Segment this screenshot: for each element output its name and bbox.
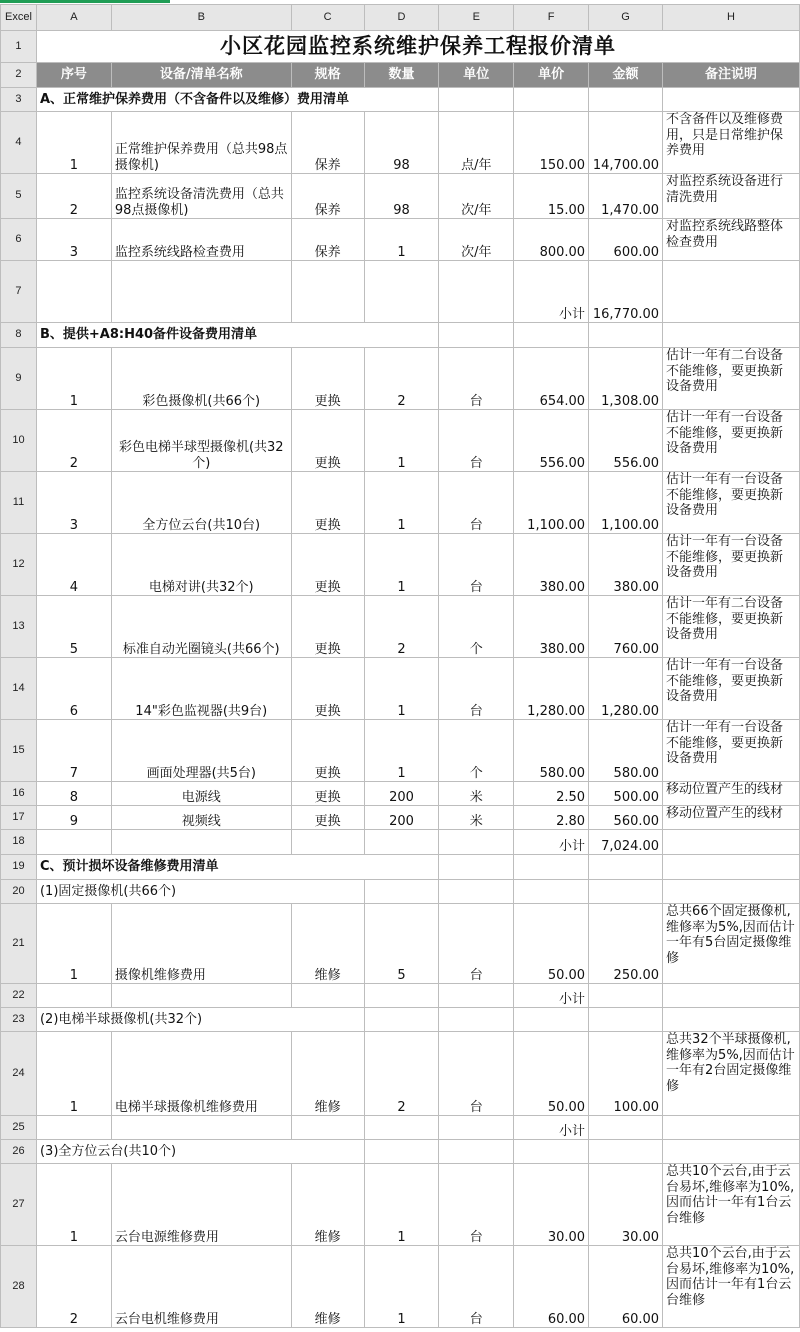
- cell-unit[interactable]: 个: [439, 596, 514, 658]
- col-header-b[interactable]: B: [111, 5, 291, 31]
- cell[interactable]: [514, 880, 589, 904]
- cell-name[interactable]: 监控系统线路检查费用: [111, 219, 291, 261]
- subtotal-value[interactable]: 16,770.00: [589, 261, 663, 323]
- cell-no[interactable]: 1: [36, 904, 111, 984]
- header-unit[interactable]: 单位: [439, 63, 514, 88]
- cell-name[interactable]: 全方位云台(共10台): [111, 472, 291, 534]
- cell-name[interactable]: 云台电机维修费用: [111, 1246, 291, 1328]
- cell[interactable]: [589, 1008, 663, 1032]
- cell-price[interactable]: 556.00: [514, 410, 589, 472]
- subtotal-label[interactable]: 小计: [514, 830, 589, 855]
- cell[interactable]: [111, 1116, 291, 1140]
- cell-no[interactable]: 1: [36, 1164, 111, 1246]
- cell[interactable]: [663, 261, 800, 323]
- cell-qty[interactable]: 1: [364, 658, 439, 720]
- cell-unit[interactable]: 台: [439, 1246, 514, 1328]
- cell[interactable]: [36, 830, 111, 855]
- cell-unit[interactable]: 台: [439, 472, 514, 534]
- cell[interactable]: [291, 261, 364, 323]
- row-number[interactable]: 5: [1, 174, 37, 219]
- section-row: [1, 855, 800, 880]
- cell-note[interactable]: 对监控系统设备进行清洗费用: [663, 174, 800, 219]
- section-row: [1, 323, 800, 348]
- cell[interactable]: [663, 984, 800, 1008]
- cell-amount[interactable]: 600.00: [589, 219, 663, 261]
- cell-no[interactable]: 5: [36, 596, 111, 658]
- corner-cell[interactable]: Excel: [1, 5, 37, 31]
- header-spec[interactable]: 规格: [291, 63, 364, 88]
- row-number[interactable]: 21: [1, 904, 37, 984]
- cell-spec[interactable]: 保养: [291, 219, 364, 261]
- cell-price[interactable]: 2.50: [514, 782, 589, 806]
- cell[interactable]: [514, 1008, 589, 1032]
- cell-qty[interactable]: 1: [364, 472, 439, 534]
- cell-amount[interactable]: 1,100.00: [589, 472, 663, 534]
- cell-name[interactable]: 14"彩色监视器(共9台): [111, 658, 291, 720]
- cell-amount[interactable]: 380.00: [589, 534, 663, 596]
- cell-unit[interactable]: 台: [439, 348, 514, 410]
- header-amount[interactable]: 金额: [589, 63, 663, 88]
- table-row: [1, 1032, 800, 1116]
- cell-spec[interactable]: 保养: [291, 174, 364, 219]
- row-number[interactable]: 25: [1, 1116, 37, 1140]
- cell-spec[interactable]: 更换: [291, 534, 364, 596]
- cell[interactable]: [364, 261, 439, 323]
- cell[interactable]: [364, 984, 439, 1008]
- cell-spec[interactable]: 更换: [291, 806, 364, 830]
- cell-note[interactable]: 对监控系统线路整体检查费用: [663, 219, 800, 261]
- cell-amount[interactable]: 760.00: [589, 596, 663, 658]
- cell-name[interactable]: 彩色摄像机(共66个): [111, 348, 291, 410]
- cell-amount[interactable]: 580.00: [589, 720, 663, 782]
- cell-no[interactable]: 3: [36, 219, 111, 261]
- cell[interactable]: [439, 830, 514, 855]
- section-row: [1, 88, 800, 112]
- cell-name[interactable]: 电梯对讲(共32个): [111, 534, 291, 596]
- cell-amount[interactable]: 100.00: [589, 1032, 663, 1116]
- cell-qty[interactable]: 1: [364, 219, 439, 261]
- cell-amount[interactable]: 250.00: [589, 904, 663, 984]
- row-number[interactable]: 1: [1, 31, 37, 63]
- cell-price[interactable]: 580.00: [514, 720, 589, 782]
- row-number[interactable]: 16: [1, 782, 37, 806]
- row-number[interactable]: 26: [1, 1140, 37, 1164]
- cell-price[interactable]: 800.00: [514, 219, 589, 261]
- sheet-title[interactable]: 小区花园监控系统维护保养工程报价清单: [36, 31, 799, 63]
- cell[interactable]: [589, 880, 663, 904]
- col-header-f[interactable]: F: [514, 5, 589, 31]
- cell-spec[interactable]: 维修: [291, 1032, 364, 1116]
- cell[interactable]: [589, 984, 663, 1008]
- cell-spec[interactable]: 保养: [291, 112, 364, 174]
- cell-spec[interactable]: 更换: [291, 782, 364, 806]
- section-b-title[interactable]: B、提供+A8:H40备件设备费用清单: [36, 323, 438, 348]
- subsection-row: [1, 880, 800, 904]
- cell-unit[interactable]: 台: [439, 534, 514, 596]
- cell-qty[interactable]: 1: [364, 534, 439, 596]
- cell-note[interactable]: 总共66个固定摄像机,维修率为5%,因而估计一年有5台固定摄像维修: [663, 904, 800, 984]
- cell[interactable]: [111, 984, 291, 1008]
- row-number[interactable]: 2: [1, 63, 37, 88]
- cell-qty[interactable]: 5: [364, 904, 439, 984]
- cell-no[interactable]: 2: [36, 410, 111, 472]
- cell-qty[interactable]: 1: [364, 1246, 439, 1328]
- cell-price[interactable]: 380.00: [514, 534, 589, 596]
- row-number[interactable]: 22: [1, 984, 37, 1008]
- cell-note[interactable]: 估计一年有一台设备不能维修，要更换新设备费用: [663, 472, 800, 534]
- cell-qty[interactable]: 2: [364, 596, 439, 658]
- row-number[interactable]: 11: [1, 472, 37, 534]
- table-row: [1, 720, 800, 782]
- subtotal-row: [1, 830, 800, 855]
- cell[interactable]: [663, 323, 800, 348]
- table-row: [1, 904, 800, 984]
- row-number[interactable]: 12: [1, 534, 37, 596]
- cell[interactable]: [589, 1140, 663, 1164]
- cell-amount[interactable]: 560.00: [589, 806, 663, 830]
- cell[interactable]: [663, 1140, 800, 1164]
- cell-name[interactable]: 正常维护保养费用（总共98点摄像机): [111, 112, 291, 174]
- cell-qty[interactable]: 2: [364, 1032, 439, 1116]
- cell[interactable]: [514, 323, 589, 348]
- cell[interactable]: [589, 88, 663, 112]
- cell-price[interactable]: 150.00: [514, 112, 589, 174]
- cell-spec[interactable]: 更换: [291, 720, 364, 782]
- cell[interactable]: [439, 323, 514, 348]
- subtotal-value[interactable]: 7,024.00: [589, 830, 663, 855]
- cell-no[interactable]: 1: [36, 112, 111, 174]
- cell-no[interactable]: 9: [36, 806, 111, 830]
- cell[interactable]: [439, 984, 514, 1008]
- row-number[interactable]: 3: [1, 88, 37, 112]
- cell[interactable]: [589, 1116, 663, 1140]
- row-number[interactable]: 27: [1, 1164, 37, 1246]
- cell-amount[interactable]: 1,280.00: [589, 658, 663, 720]
- sheet-grid: [0, 4, 800, 1328]
- cell-spec[interactable]: 更换: [291, 348, 364, 410]
- cell-unit[interactable]: 个: [439, 720, 514, 782]
- cell-note[interactable]: 总共32个半球摄像机,维修率为5%,因而估计一年有2台固定摄像维修: [663, 1032, 800, 1116]
- table-row: [1, 219, 800, 261]
- cell-note[interactable]: 不含备件以及维修费用，只是日常维护保养费用: [663, 112, 800, 174]
- subtotal-row: [1, 261, 800, 323]
- cell-price[interactable]: 2.80: [514, 806, 589, 830]
- row-number[interactable]: 8: [1, 323, 37, 348]
- cell[interactable]: [291, 1116, 364, 1140]
- cell[interactable]: [439, 1140, 514, 1164]
- subtotal-label[interactable]: 小计: [514, 1116, 589, 1140]
- cell[interactable]: [291, 830, 364, 855]
- subtotal-row: [1, 1116, 800, 1140]
- cell-unit[interactable]: 次/年: [439, 174, 514, 219]
- col-header-g[interactable]: G: [589, 5, 663, 31]
- table-row: [1, 806, 800, 830]
- cell-amount[interactable]: 500.00: [589, 782, 663, 806]
- subtotal-label[interactable]: 小计: [514, 261, 589, 323]
- cell-unit[interactable]: 点/年: [439, 112, 514, 174]
- cell-no[interactable]: 8: [36, 782, 111, 806]
- cell-price[interactable]: 15.00: [514, 174, 589, 219]
- cell-spec[interactable]: 更换: [291, 472, 364, 534]
- cell-name[interactable]: 标准自动光圈镜头(共66个): [111, 596, 291, 658]
- table-row: [1, 534, 800, 596]
- cell-qty[interactable]: 98: [364, 112, 439, 174]
- row-number[interactable]: 7: [1, 261, 37, 323]
- column-header-row: [1, 5, 800, 31]
- cell-note[interactable]: 估计一年有一台设备不能维修，要更换新设备费用: [663, 534, 800, 596]
- cell-note[interactable]: 移动位置产生的线材: [663, 806, 800, 830]
- cell-unit[interactable]: 台: [439, 410, 514, 472]
- cell-name[interactable]: 监控系统设备清洗费用（总共98点摄像机): [111, 174, 291, 219]
- table-row: [1, 1246, 800, 1328]
- cell-unit[interactable]: 台: [439, 1032, 514, 1116]
- cell[interactable]: [36, 984, 111, 1008]
- cell-amount[interactable]: 1,308.00: [589, 348, 663, 410]
- row-number[interactable]: 4: [1, 112, 37, 174]
- cell-note[interactable]: 总共10个云台,由于云台易坏,维修率为10%,因而估计一年有1台云台维修: [663, 1164, 800, 1246]
- table-row: [1, 112, 800, 174]
- header-note[interactable]: 备注说明: [663, 63, 800, 88]
- subsection-title[interactable]: (2)电梯半球摄像机(共32个): [36, 1008, 364, 1032]
- cell-no[interactable]: 2: [36, 174, 111, 219]
- cell-price[interactable]: 60.00: [514, 1246, 589, 1328]
- cell-name[interactable]: 电源线: [111, 782, 291, 806]
- cell-unit[interactable]: 米: [439, 806, 514, 830]
- cell-name[interactable]: 电梯半球摄像机维修费用: [111, 1032, 291, 1116]
- cell-note[interactable]: 移动位置产生的线材: [663, 782, 800, 806]
- table-row: [1, 782, 800, 806]
- cell-unit[interactable]: 台: [439, 1164, 514, 1246]
- cell-qty[interactable]: 98: [364, 174, 439, 219]
- cell[interactable]: [364, 880, 439, 904]
- cell[interactable]: [663, 1116, 800, 1140]
- row-number[interactable]: 13: [1, 596, 37, 658]
- cell-qty[interactable]: 200: [364, 806, 439, 830]
- cell[interactable]: [514, 855, 589, 880]
- cell[interactable]: [291, 984, 364, 1008]
- cell[interactable]: [439, 880, 514, 904]
- subsection-row: [1, 1140, 800, 1164]
- cell[interactable]: [364, 1140, 439, 1164]
- cell[interactable]: [663, 880, 800, 904]
- cell-qty[interactable]: 2: [364, 348, 439, 410]
- cell[interactable]: [364, 830, 439, 855]
- cell-no[interactable]: 2: [36, 1246, 111, 1328]
- table-row: [1, 1164, 800, 1246]
- table-row: [1, 174, 800, 219]
- cell-spec[interactable]: 维修: [291, 1246, 364, 1328]
- cell-amount[interactable]: 556.00: [589, 410, 663, 472]
- cell-note[interactable]: 估计一年有二台设备不能维修，要更换新设备费用: [663, 348, 800, 410]
- row-number[interactable]: 14: [1, 658, 37, 720]
- cell-spec[interactable]: 维修: [291, 1164, 364, 1246]
- subtotal-label[interactable]: 小计: [514, 984, 589, 1008]
- cell[interactable]: [439, 1116, 514, 1140]
- cell-no[interactable]: 1: [36, 1032, 111, 1116]
- cell-note[interactable]: 总共10个云台,由于云台易坏,维修率为10%,因而估计一年有1台云台维修: [663, 1246, 800, 1328]
- row-number[interactable]: 28: [1, 1246, 37, 1328]
- cell-price[interactable]: 50.00: [514, 1032, 589, 1116]
- cell-price[interactable]: 1,280.00: [514, 658, 589, 720]
- cell-name[interactable]: 彩色电梯半球型摄像机(共32个): [111, 410, 291, 472]
- cell-note[interactable]: 估计一年有一台设备不能维修，要更换新设备费用: [663, 410, 800, 472]
- cell-note[interactable]: 估计一年有一台设备不能维修，要更换新设备费用: [663, 720, 800, 782]
- row-number[interactable]: 17: [1, 806, 37, 830]
- cell-name[interactable]: 视频线: [111, 806, 291, 830]
- table-header-row: [1, 63, 800, 88]
- cell-note[interactable]: 估计一年有二台设备不能维修，要更换新设备费用: [663, 596, 800, 658]
- col-header-d[interactable]: D: [364, 5, 439, 31]
- header-qty[interactable]: 数量: [364, 63, 439, 88]
- cell[interactable]: [589, 323, 663, 348]
- table-row: [1, 348, 800, 410]
- cell-no[interactable]: 6: [36, 658, 111, 720]
- row-number[interactable]: 10: [1, 410, 37, 472]
- cell-name[interactable]: 摄像机维修费用: [111, 904, 291, 984]
- cell-amount[interactable]: 1,470.00: [589, 174, 663, 219]
- cell[interactable]: [663, 1008, 800, 1032]
- cell-unit[interactable]: 台: [439, 904, 514, 984]
- cell-price[interactable]: 1,100.00: [514, 472, 589, 534]
- cell-spec[interactable]: 更换: [291, 596, 364, 658]
- cell[interactable]: [364, 1116, 439, 1140]
- cell-spec[interactable]: 维修: [291, 904, 364, 984]
- row-number[interactable]: 6: [1, 219, 37, 261]
- cell-amount[interactable]: 30.00: [589, 1164, 663, 1246]
- row-number[interactable]: 15: [1, 720, 37, 782]
- cell[interactable]: [439, 1008, 514, 1032]
- cell-price[interactable]: 654.00: [514, 348, 589, 410]
- cell-qty[interactable]: 200: [364, 782, 439, 806]
- subsection-title[interactable]: (3)全方位云台(共10个): [36, 1140, 364, 1164]
- cell[interactable]: [663, 88, 800, 112]
- col-header-c[interactable]: C: [291, 5, 364, 31]
- row-number[interactable]: 23: [1, 1008, 37, 1032]
- cell-no[interactable]: 1: [36, 348, 111, 410]
- cell[interactable]: [36, 1116, 111, 1140]
- section-c-title[interactable]: C、预计损坏设备维修费用清单: [36, 855, 438, 880]
- cell[interactable]: [589, 855, 663, 880]
- cell[interactable]: [439, 88, 514, 112]
- cell-price[interactable]: 30.00: [514, 1164, 589, 1246]
- cell-qty[interactable]: 1: [364, 410, 439, 472]
- cell-note[interactable]: 估计一年有一台设备不能维修，要更换新设备费用: [663, 658, 800, 720]
- cell[interactable]: [439, 855, 514, 880]
- col-header-e[interactable]: E: [439, 5, 514, 31]
- active-tab-accent: [0, 0, 170, 3]
- cell[interactable]: [663, 855, 800, 880]
- table-row: [1, 658, 800, 720]
- table-row: [1, 410, 800, 472]
- cell-name[interactable]: 画面处理器(共5台): [111, 720, 291, 782]
- cell-amount[interactable]: 14,700.00: [589, 112, 663, 174]
- cell[interactable]: [514, 1140, 589, 1164]
- row-number[interactable]: 20: [1, 880, 37, 904]
- header-no[interactable]: 序号: [36, 63, 111, 88]
- cell-no[interactable]: 4: [36, 534, 111, 596]
- cell[interactable]: [111, 830, 291, 855]
- cell-qty[interactable]: 1: [364, 1164, 439, 1246]
- col-header-h[interactable]: H: [663, 5, 800, 31]
- row-number[interactable]: 24: [1, 1032, 37, 1116]
- cell[interactable]: [663, 830, 800, 855]
- cell[interactable]: [111, 261, 291, 323]
- cell-spec[interactable]: 更换: [291, 410, 364, 472]
- cell-unit[interactable]: 台: [439, 658, 514, 720]
- row-number[interactable]: 9: [1, 348, 37, 410]
- cell-price[interactable]: 380.00: [514, 596, 589, 658]
- cell[interactable]: [439, 261, 514, 323]
- section-a-title[interactable]: A、正常维护保养费用（不含备件以及维修）费用清单: [36, 88, 438, 112]
- cell-no[interactable]: 3: [36, 472, 111, 534]
- cell-unit[interactable]: 次/年: [439, 219, 514, 261]
- cell-qty[interactable]: 1: [364, 720, 439, 782]
- cell-no[interactable]: 7: [36, 720, 111, 782]
- table-row: [1, 31, 800, 63]
- cell-amount[interactable]: 60.00: [589, 1246, 663, 1328]
- col-header-a[interactable]: A: [36, 5, 111, 31]
- cell[interactable]: [514, 88, 589, 112]
- cell-spec[interactable]: 更换: [291, 658, 364, 720]
- row-number[interactable]: 18: [1, 830, 37, 855]
- header-name[interactable]: 设备/清单名称: [111, 63, 291, 88]
- subsection-row: [1, 1008, 800, 1032]
- cell[interactable]: [36, 261, 111, 323]
- row-number[interactable]: 19: [1, 855, 37, 880]
- cell-unit[interactable]: 米: [439, 782, 514, 806]
- cell[interactable]: [364, 1008, 439, 1032]
- subsection-title[interactable]: (1)固定摄像机(共66个): [36, 880, 364, 904]
- table-row: [1, 472, 800, 534]
- subtotal-row: [1, 984, 800, 1008]
- header-price[interactable]: 单价: [514, 63, 589, 88]
- cell-price[interactable]: 50.00: [514, 904, 589, 984]
- cell-name[interactable]: 云台电源维修费用: [111, 1164, 291, 1246]
- table-row: [1, 596, 800, 658]
